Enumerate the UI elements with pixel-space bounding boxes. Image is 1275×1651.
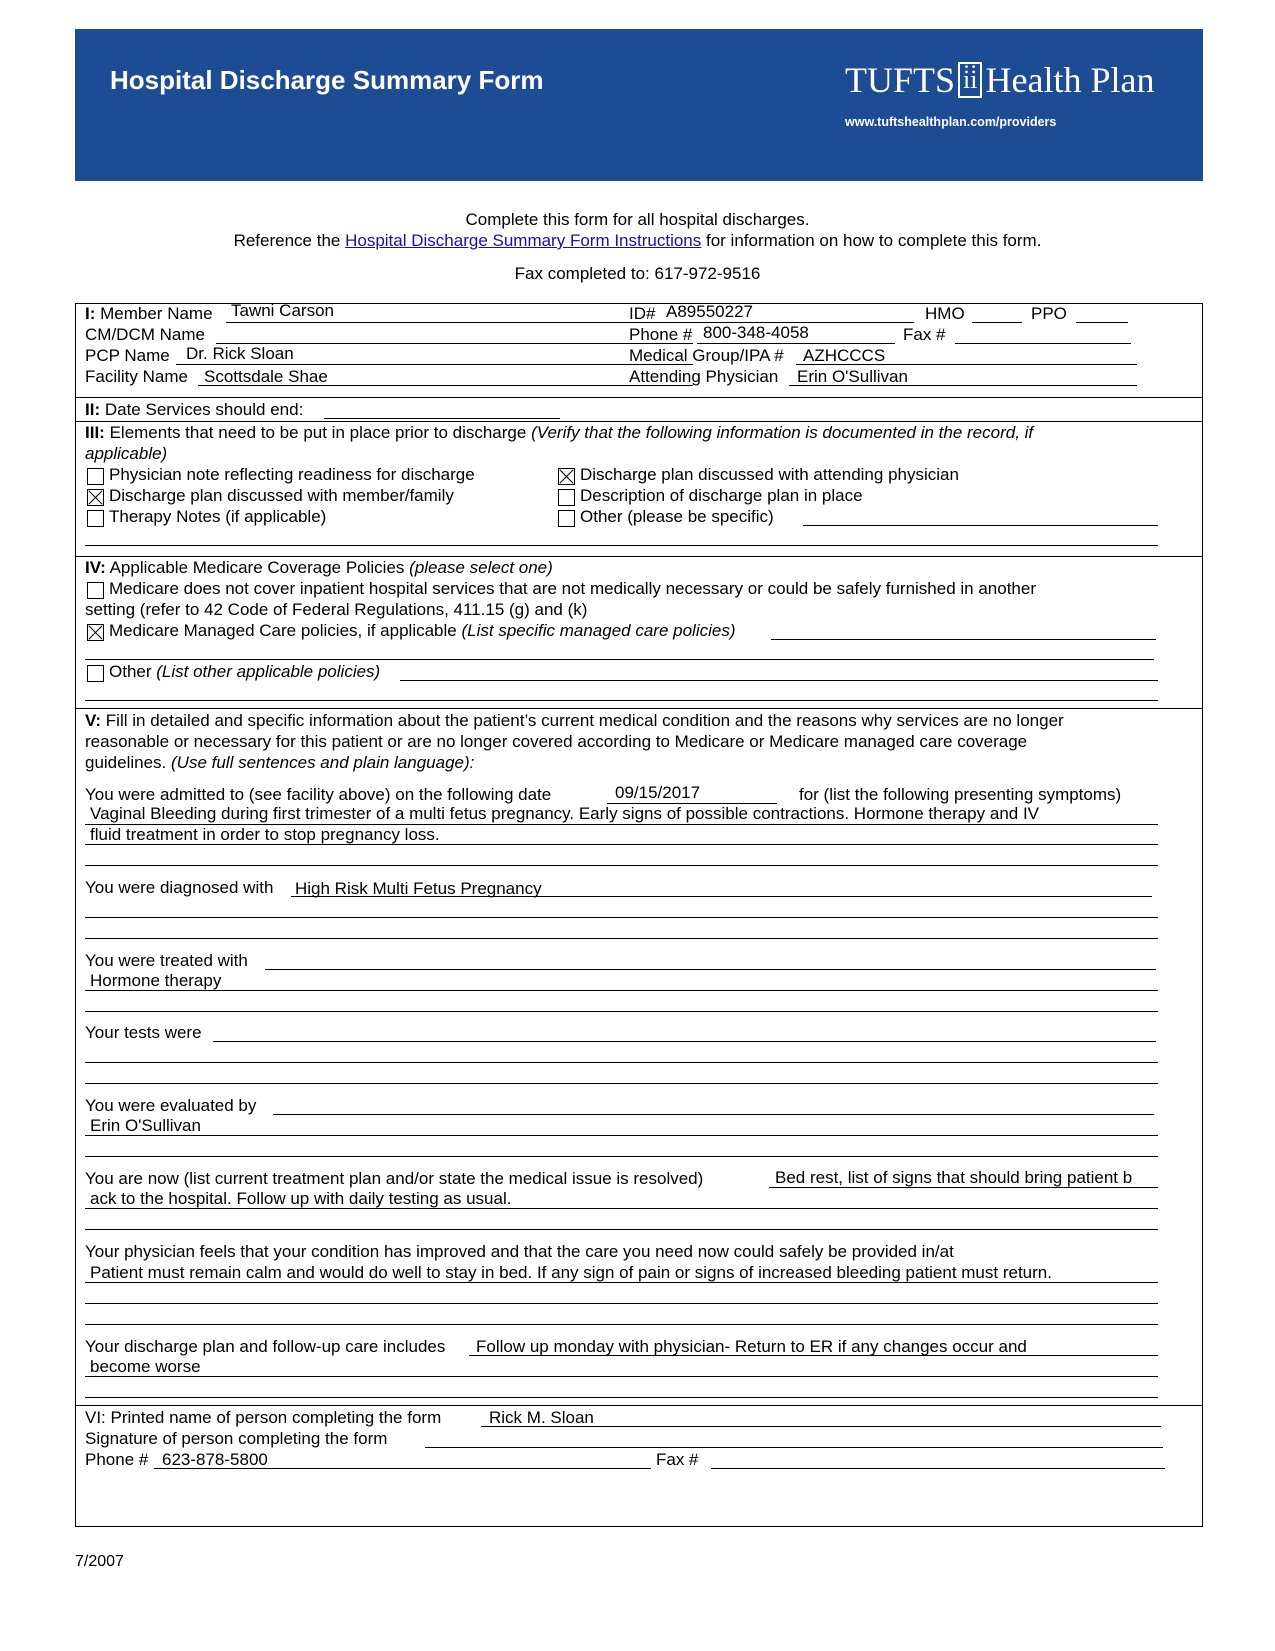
section-divider xyxy=(76,556,1202,557)
symptoms-value-2: fluid treatment in order to stop pregnancy loss. xyxy=(90,825,440,844)
section-divider xyxy=(76,708,1202,709)
other-policies-label: Other (List other applicable policies) xyxy=(109,662,381,681)
tests-field[interactable] xyxy=(213,1041,1156,1042)
section-3-heading: III: Elements that need to be put in place prior to discharge (Verify that the following information is documented in the record, if xyxy=(85,423,1034,442)
admitted-label: You were admitted to (see facility above) on the following date xyxy=(85,785,552,804)
completer-phone-label: Phone # xyxy=(85,1450,149,1469)
discharge-description-label: Description of discharge plan in place xyxy=(580,486,863,505)
attending-physician-label: Attending Physician xyxy=(629,367,779,386)
checkbox-therapy-notes[interactable] xyxy=(87,510,104,527)
id-label: ID# xyxy=(629,304,656,323)
medical-group-value: AZHCCCS xyxy=(803,346,886,365)
pcp-name-label: PCP Name xyxy=(85,346,170,365)
section-5-heading-2: reasonable or necessary for this patient or are no longer covered according to Medicare or Medicare managed care coverage xyxy=(85,732,1028,751)
current-plan-field-3[interactable] xyxy=(85,1229,1158,1230)
checkbox-medicare-not-cover[interactable] xyxy=(87,582,104,599)
diagnosed-value: High Risk Multi Fetus Pregnancy xyxy=(295,879,542,898)
medical-group-label: Medical Group/IPA # xyxy=(629,346,784,365)
fax-label: Fax # xyxy=(903,325,946,344)
improved-field-3[interactable] xyxy=(85,1324,1158,1325)
tufts-health-plan-logo: TUFTS i̇i̇ Health Plan xyxy=(845,60,1155,100)
phone-field[interactable] xyxy=(697,343,895,344)
fax-field[interactable] xyxy=(955,343,1131,344)
other-field[interactable] xyxy=(803,525,1158,526)
instructions-link[interactable]: Hospital Discharge Summary Form Instructions xyxy=(345,231,702,250)
discharge-form xyxy=(75,303,1203,1527)
other-field-line-2[interactable] xyxy=(85,545,1158,546)
medicare-managed-care-label: Medicare Managed Care policies, if applicable (List specific managed care policies) xyxy=(109,621,736,640)
symptoms-value-1: Vaginal Bleeding during first trimester of a multi fetus pregnancy. Early signs of possible contractions. Hormone therapy and IV xyxy=(90,804,1040,823)
section-4-heading: IV: Applicable Medicare Coverage Policies (please select one) xyxy=(85,558,553,577)
improved-label: Your physician feels that your condition has improved and that the care you need now could safely be provided in/at xyxy=(85,1242,954,1261)
discharge-attending-label: Discharge plan discussed with attending physician xyxy=(580,465,959,484)
admitted-post-label: for (list the following presenting symptoms) xyxy=(799,785,1122,804)
managed-care-field-line-2[interactable] xyxy=(85,659,1154,660)
discharge-plan-label: Your discharge plan and follow-up care includes xyxy=(85,1337,446,1356)
medicare-not-cover-label: Medicare does not cover inpatient hospital services that are not medically necessary or could be safely furnished in another xyxy=(109,579,1037,598)
ppo-field[interactable] xyxy=(1076,322,1128,323)
completer-fax-label: Fax # xyxy=(656,1450,699,1469)
improved-value: Patient must remain calm and would do well to stay in bed. If any sign of pain or signs of increased bleeding patient must return. xyxy=(90,1263,1052,1282)
evaluated-value: Erin O'Sullivan xyxy=(90,1116,201,1135)
managed-care-field[interactable] xyxy=(771,639,1156,640)
date-services-end-label: II: Date Services should end: xyxy=(85,400,304,419)
printed-name-value: Rick M. Sloan xyxy=(489,1408,594,1427)
checkbox-other-policies[interactable] xyxy=(87,665,104,682)
evaluated-label: You were evaluated by xyxy=(85,1096,257,1115)
diagnosed-field-2[interactable] xyxy=(85,917,1158,918)
cm-dcm-label: CM/DCM Name xyxy=(85,325,205,344)
intro-line-1: Complete this form for all hospital discharges. xyxy=(465,210,810,229)
treated-field[interactable] xyxy=(265,969,1156,970)
facility-name-value: Scottsdale Shae xyxy=(204,367,328,386)
current-plan-value-2: ack to the hospital. Follow up with daily testing as usual. xyxy=(90,1189,512,1208)
phone-label: Phone # xyxy=(629,325,693,344)
logo-url: www.tuftshealthplan.com/providers xyxy=(845,115,1057,129)
completer-phone-value: 623-878-5800 xyxy=(162,1450,268,1469)
hmo-field[interactable] xyxy=(972,322,1022,323)
symptoms-field-3[interactable] xyxy=(85,865,1158,866)
section-divider xyxy=(76,421,1202,422)
improved-field-2[interactable] xyxy=(85,1303,1158,1304)
header-banner xyxy=(75,29,1203,181)
therapy-notes-label: Therapy Notes (if applicable) xyxy=(109,507,327,526)
section-3-note: applicable) xyxy=(85,444,168,463)
revision-date: 7/2007 xyxy=(75,1553,124,1570)
logo-mark-icon: i̇i̇ xyxy=(958,62,982,98)
id-value: A89550227 xyxy=(666,302,753,321)
ppo-label: PPO xyxy=(1031,304,1067,323)
checkbox-physician-note[interactable] xyxy=(87,468,104,485)
current-plan-label: You are now (list current treatment plan and/or state the medical issue is resolved) xyxy=(85,1169,704,1188)
evaluated-field-3[interactable] xyxy=(85,1156,1158,1157)
member-name-value: Tawni Carson xyxy=(231,301,334,320)
section-5-heading-3: guidelines. (Use full sentences and plain language): xyxy=(85,753,475,772)
discharge-plan-value-2: become worse xyxy=(90,1357,201,1376)
discharge-plan-value-1: Follow up monday with physician- Return to ER if any changes occur and xyxy=(476,1337,1027,1356)
tests-label: Your tests were xyxy=(85,1023,202,1042)
signature-label: Signature of person completing the form xyxy=(85,1429,388,1448)
intro-line-2: Reference the Hospital Discharge Summary Form Instructions for information on how to complete this form. xyxy=(233,231,1042,250)
discharge-plan-field-3[interactable] xyxy=(85,1397,1158,1398)
discharge-plan-field-2[interactable] xyxy=(85,1376,1158,1377)
treated-value: Hormone therapy xyxy=(90,971,222,990)
discharge-member-family-label: Discharge plan discussed with member/family xyxy=(109,486,454,505)
member-name-label: I: Member Name xyxy=(85,304,213,323)
form-title: Hospital Discharge Summary Form xyxy=(110,65,544,95)
other-policies-field-line-2[interactable] xyxy=(85,700,1158,701)
diagnosed-label: You were diagnosed with xyxy=(85,878,274,897)
hmo-label: HMO xyxy=(925,304,965,323)
signature-field[interactable] xyxy=(425,1447,1163,1448)
checkbox-other[interactable] xyxy=(558,510,575,527)
date-services-end-field[interactable] xyxy=(324,418,560,419)
checkbox-discharge-description[interactable] xyxy=(558,489,575,506)
evaluated-field-2[interactable] xyxy=(85,1135,1158,1136)
other-policies-field[interactable] xyxy=(400,680,1158,681)
section-5-heading: V: Fill in detailed and specific information about the patient’s current medical condition and the reasons why services are no longer xyxy=(85,711,1064,730)
facility-name-label: Facility Name xyxy=(85,367,188,386)
admitted-date-value: 09/15/2017 xyxy=(615,783,701,802)
current-plan-value-1: Bed rest, list of signs that should bring patient b xyxy=(775,1168,1133,1187)
medicare-not-cover-label-2: setting (refer to 42 Code of Federal Regulations, 411.15 (g) and (k) xyxy=(85,600,588,619)
section-divider xyxy=(76,1405,1202,1406)
other-label: Other (please be specific) xyxy=(580,507,774,526)
treated-field-3[interactable] xyxy=(85,1011,1158,1012)
pcp-name-field[interactable] xyxy=(176,364,693,365)
tests-field-3[interactable] xyxy=(85,1083,1158,1084)
phone-value: 800-348-4058 xyxy=(703,323,809,342)
evaluated-field[interactable] xyxy=(273,1114,1154,1115)
member-name-field[interactable] xyxy=(226,322,696,323)
checkbox-discharge-attending[interactable] xyxy=(558,468,575,485)
fax-instruction: Fax completed to: 617-972-9516 xyxy=(514,264,761,283)
treated-label: You were treated with xyxy=(85,951,248,970)
tests-field-2[interactable] xyxy=(85,1062,1158,1063)
checkbox-discharge-member-family[interactable] xyxy=(87,489,104,506)
section-divider xyxy=(76,397,1202,398)
attending-physician-value: Erin O'Sullivan xyxy=(797,367,908,386)
completer-fax-field[interactable] xyxy=(711,1468,1165,1469)
pcp-name-value: Dr. Rick Sloan xyxy=(186,344,294,363)
checkbox-medicare-managed-care[interactable] xyxy=(87,624,104,641)
physician-note-label: Physician note reflecting readiness for discharge xyxy=(109,465,475,484)
printed-name-label: VI: Printed name of person completing the form xyxy=(85,1408,442,1427)
diagnosed-field-3[interactable] xyxy=(85,938,1158,939)
treated-field-2[interactable] xyxy=(85,990,1158,991)
